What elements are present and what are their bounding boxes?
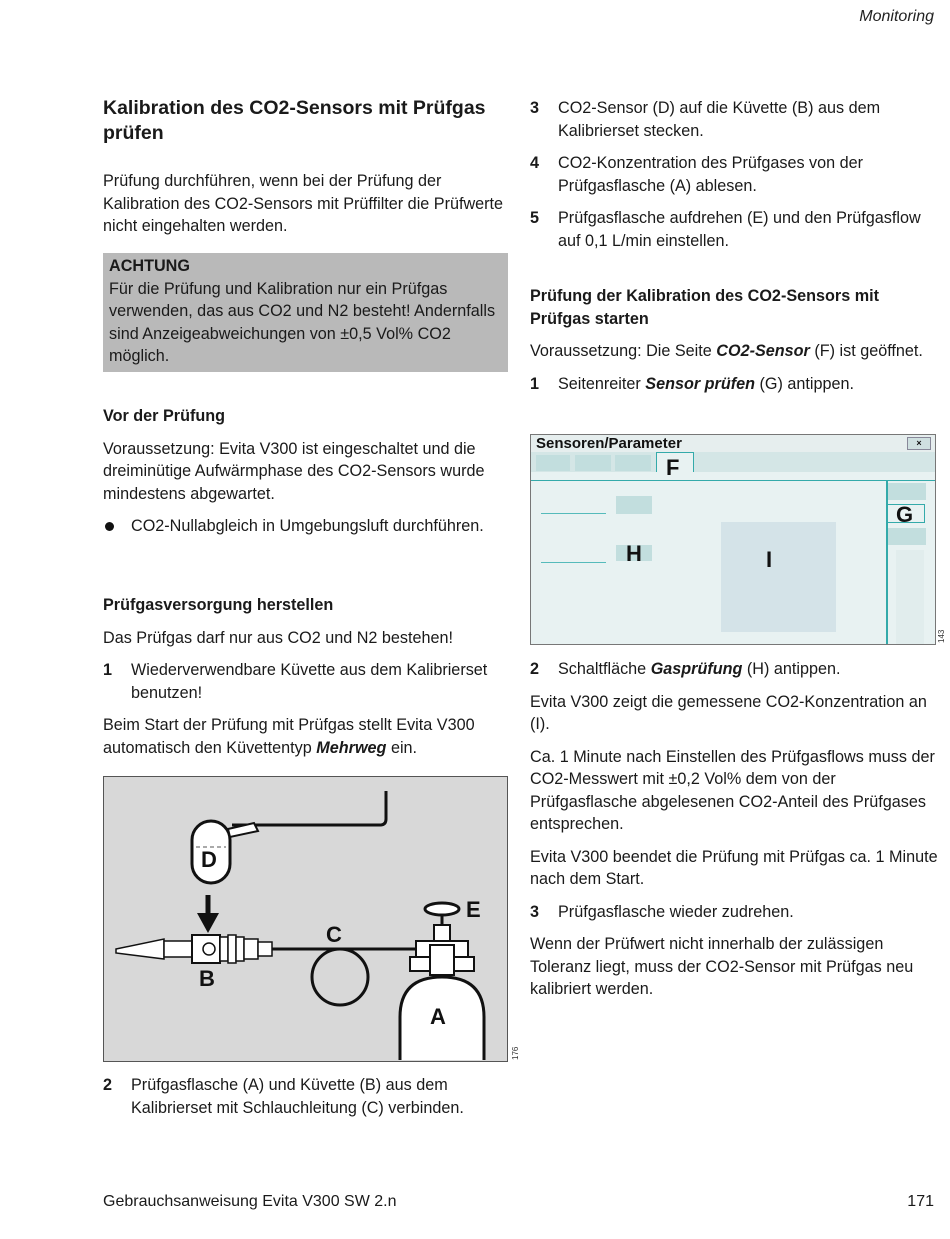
label-c: C: [326, 922, 342, 947]
ui-tab: [536, 455, 570, 471]
step-text: CO2-Konzentration des Prüfgases von der Prüfgasflasche (A) ablesen.: [558, 154, 864, 195]
step-text: [558, 375, 854, 393]
left-column: [103, 96, 508, 146]
bullet-item: [103, 515, 508, 538]
ui-field-line: [541, 562, 606, 563]
close-icon: ×: [907, 437, 931, 450]
intro-paragraph: [103, 170, 508, 238]
result-text-4: Wenn der Prüfwert nicht innerhalb der zulässigen Toleranz liegt, muss der CO2-Sensor mit Prüfgas neu kalibriert werden.: [530, 935, 914, 998]
before-text: Voraussetzung: Evita V300 ist eingeschaltet und die dreiminütige Aufwärmphase des CO2-Sensors wurde mindestens abgewartet.: [103, 439, 485, 503]
step-2-item: [103, 1074, 508, 1119]
s1-bold: Sensor prüfen: [645, 374, 756, 393]
label-b: B: [199, 966, 215, 991]
step-number: 3: [530, 902, 540, 921]
step-number: 3: [530, 99, 540, 117]
right-steps: [530, 97, 938, 252]
ui-side-tab: [888, 483, 926, 500]
result-text-2: Ca. 1 Minute nach Einstellen des Prüfgasflows muss der CO2-Messwert mit ±0,2 Vol% dem von der Prüfgasflasche abgelesenen CO2-Anteil des Prüfgases entsprechen.: [530, 747, 935, 833]
step-4: [530, 152, 938, 197]
results-section: [530, 658, 938, 1001]
sub-step-2: [530, 658, 938, 681]
ui-label-g: G: [896, 502, 914, 527]
step-number: 2: [530, 660, 540, 678]
step-text: Wiederverwendbare Küvette aus dem Kalibrierset benutzen!: [131, 661, 488, 702]
step-1: [103, 659, 508, 704]
s1-b: (G) antippen.: [755, 374, 854, 393]
warning-text: Für die Prüfung und Kalibration nur ein Prüfgas verwenden, das aus CO2 und N2 besteht! Andernfalls sind Anzeigeabweichungen von ±0,5 Vol% CO2 möglich.: [109, 279, 496, 365]
before-section: [103, 405, 508, 538]
step-text: CO2-Sensor (D) auf die Küvette (B) aus dem Kalibrierset stecken.: [558, 99, 881, 140]
label-d: D: [201, 847, 217, 872]
ui-button: [616, 496, 652, 514]
bullet-text: CO2-Nullabgleich in Umgebungsluft durchführen.: [131, 517, 484, 535]
calibration-setup-figure: [103, 776, 508, 1062]
check-section: [530, 285, 938, 395]
step-number: 1: [103, 661, 113, 679]
ui-co2-value-panel: [721, 522, 836, 632]
start-text-b: ein.: [386, 738, 418, 757]
supply-section: [103, 594, 508, 759]
precondition-text: [530, 340, 938, 363]
ui-tab: [575, 455, 611, 471]
s2-a: Schaltfläche: [558, 660, 651, 678]
start-text: [103, 714, 508, 759]
step-text: Prüfgasflasche wieder zudrehen.: [558, 902, 794, 921]
precond-bold: CO2-Sensor: [716, 342, 810, 360]
step-text: Prüfgasflasche (A) und Küvette (B) aus dem Kalibrierset mit Schlauchleitung (C) verbinden.: [131, 1076, 464, 1117]
sub-step-1: [530, 373, 938, 396]
ui-side-tab: [888, 528, 926, 545]
s2-b: (H) antippen.: [742, 660, 841, 678]
intro-text: Prüfung durchführen, wenn bei der Prüfung der Kalibration des CO2-Sensors mit Prüffilter die Prüfwerte nicht eingehalten werden.: [103, 172, 504, 235]
step-3: [530, 97, 938, 142]
footer-manual-title: Gebrauchsanweisung Evita V300 SW 2.n: [103, 1193, 397, 1210]
label-a: A: [430, 1004, 446, 1029]
sub-step-3: [530, 901, 938, 924]
step-text: [558, 660, 841, 678]
ui-label-h: H: [626, 541, 642, 566]
before-heading: Vor der Prüfung: [103, 407, 226, 425]
bullet-dot-icon: [105, 522, 114, 531]
page-title: Kalibration des CO2-Sensors mit Prüfgas prüfen: [103, 97, 486, 144]
step-5: [530, 207, 938, 252]
result-text-3: Evita V300 beendet die Prüfung mit Prüfgas ca. 1 Minute nach dem Start.: [530, 847, 938, 888]
precond-b: (F) ist geöffnet.: [809, 342, 923, 360]
ui-label-f: F: [666, 455, 680, 480]
step-text: Prüfgasflasche aufdrehen (E) und den Prüfgasflow auf 0,1 L/min einstellen.: [558, 209, 921, 250]
start-text-a: Beim Start der Prüfung mit Prüfgas stellt Evita V300 automatisch den Küvettentyp: [103, 716, 475, 757]
step-number: 4: [530, 154, 540, 172]
start-text-bold: Mehrweg: [316, 738, 387, 757]
ui-tab: [615, 455, 651, 471]
check-heading: Prüfung der Kalibration des CO2-Sensors mit Prüfgas starten: [530, 287, 879, 328]
ui-title: Sensoren/Parameter: [536, 435, 682, 452]
ui-side-panel: [896, 550, 924, 644]
warning-box: [103, 253, 508, 372]
s1-a: Seitenreiter: [558, 374, 646, 393]
step-number: 2: [103, 1076, 113, 1094]
supply-text: Das Prüfgas darf nur aus CO2 und N2 bestehen!: [103, 628, 454, 647]
result-text-1: Evita V300 zeigt die gemessene CO2-Konzentration an (I).: [530, 692, 927, 733]
page-number: 171: [907, 1193, 934, 1210]
figure-code: 176: [511, 1046, 520, 1060]
ui-titlebar: [531, 435, 935, 452]
warning-title: ACHTUNG: [109, 257, 190, 275]
step-number: 5: [530, 209, 540, 227]
precond-a: Voraussetzung: Die Seite: [530, 342, 717, 360]
setup-illustration: [104, 777, 507, 1061]
sensor-ui-screenshot: [530, 434, 936, 645]
label-e: E: [466, 897, 481, 922]
section-header: Monitoring: [859, 8, 934, 25]
ui-tab-underline: [531, 472, 935, 481]
s2-bold: Gasprüfung: [650, 660, 743, 678]
ui-field-line: [541, 513, 606, 514]
ui-figure-code: 143: [937, 629, 946, 643]
step-2: [103, 1074, 508, 1119]
ui-label-i: I: [766, 547, 773, 572]
step-number: 1: [530, 374, 540, 393]
supply-heading: Prüfgasversorgung herstellen: [103, 596, 334, 614]
